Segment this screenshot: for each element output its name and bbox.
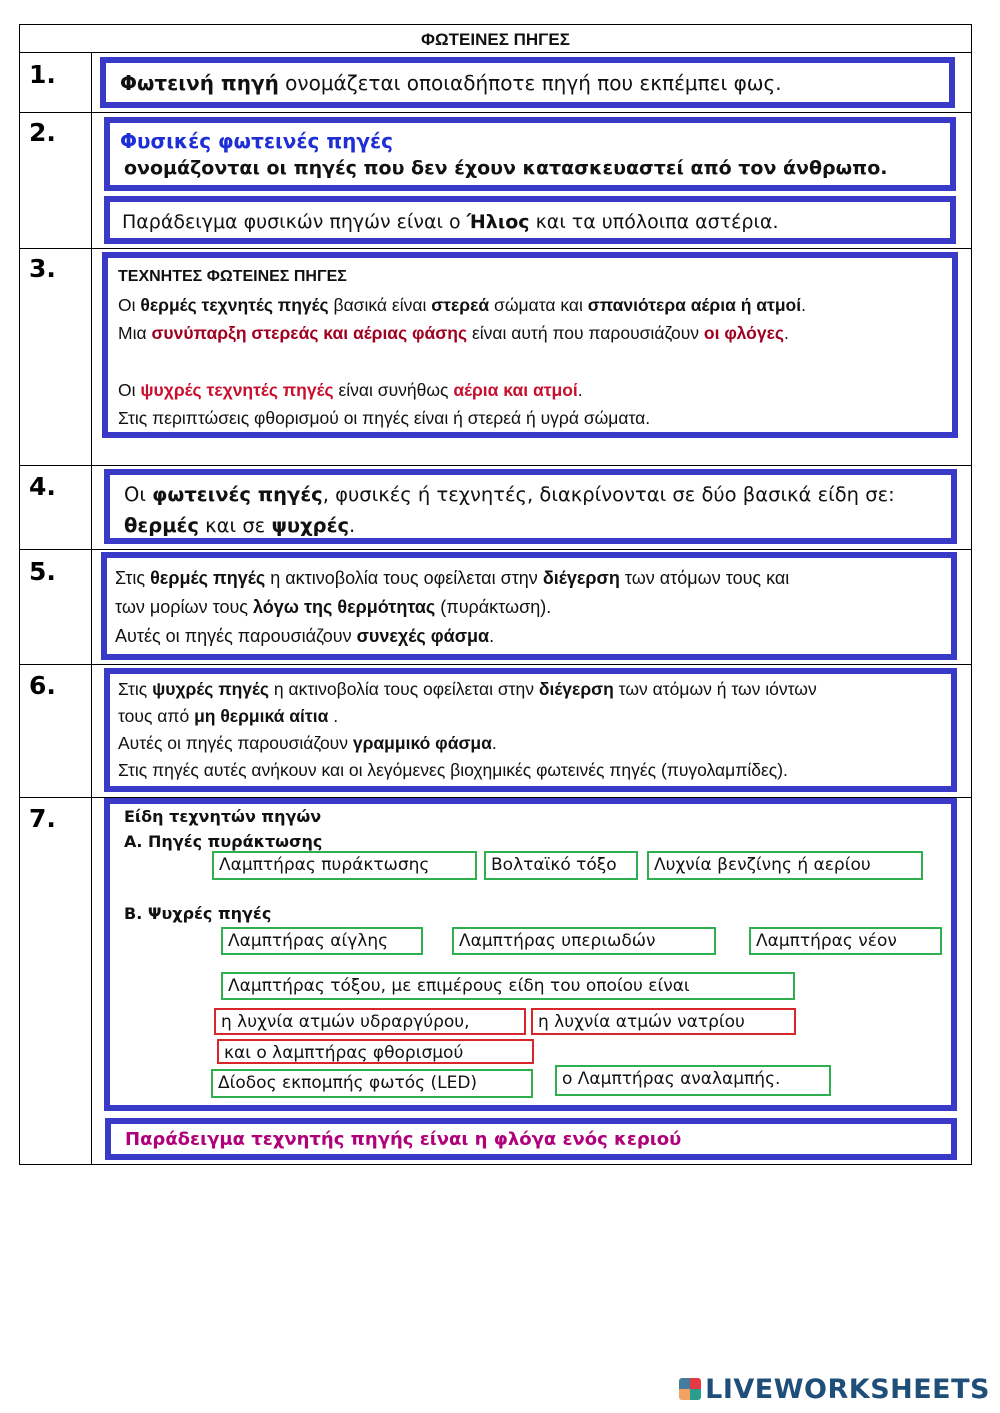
example-text: και τα υπόλοιπα αστέρια. — [529, 211, 779, 233]
row-number: 5. — [29, 557, 56, 586]
text-line: Οι ψυχρές τεχνητές πηγές είναι συνήθως αέρια και ατμοί. — [118, 380, 583, 400]
source-item: και ο λαμπτήρας φθορισμού — [217, 1039, 534, 1064]
natural-example-box — [104, 196, 956, 244]
table-border-right — [971, 24, 972, 1165]
sun-term: Ήλιος — [466, 211, 530, 233]
artificial-sources-box — [102, 252, 958, 438]
brand-name: LIVEWORKSHEETS — [705, 1374, 990, 1405]
text-line: Μια συνύπαρξη στερεάς και αέριας φάσης είναι αυτή που παρουσιάζουν οι φλόγες. — [118, 323, 789, 343]
table-row-divider — [19, 549, 972, 550]
logo-icon — [679, 1378, 701, 1400]
table-row-divider — [19, 112, 972, 113]
natural-sources-box — [104, 117, 956, 191]
table-border-bottom — [19, 1164, 972, 1165]
example-text: Παράδειγμα τεχνητής πηγής είναι η φλόγα ενός κεριού — [125, 1129, 682, 1150]
table-border-left — [19, 24, 20, 1165]
source-item: Λαμπτήρας υπεριωδών — [452, 927, 716, 955]
table-row-divider — [19, 248, 972, 249]
row-number: 6. — [29, 671, 56, 700]
source-item: ο Λαμπτήρας αναλαμπής. — [555, 1065, 831, 1096]
row-number: 4. — [29, 472, 56, 501]
cold-term: ψυχρές — [271, 514, 350, 537]
cold-sources-box: Στις ψυχρές πηγές η ακτινοβολία τους οφείλεται στην διέγερση των ατόμων ή των ιόντων τους από μη θερμικά αίτια . Αυτές οι πηγές παρουσιάζουν γραμμικό φάσμα. Στις πηγές αυτές ανήκουν και οι λεγόμενες βιοχημικές φωτεινές πηγές (πυγολαμπίδες). — [104, 668, 957, 792]
types-heading: Είδη τεχνητών πηγών — [124, 807, 322, 826]
brand-logo — [679, 1374, 990, 1405]
row-number: 7. — [29, 804, 56, 833]
source-item: Λαμπτήρας πυράκτωσης — [212, 851, 477, 880]
source-item: Βολταϊκό τόξο — [484, 851, 638, 880]
source-item: Λαμπτήρας αίγλης — [221, 927, 423, 955]
hot-term: θερμές — [124, 514, 199, 537]
row-number: 1. — [29, 60, 56, 89]
hot-sources-box: Στις θερμές πηγές η ακτινοβολία τους οφείλεται στην διέγερση των ατόμων τους και των μορίων τους λόγω της θερμότητας (πυράκτωση). Αυτές οι πηγές παρουσιάζουν συνεχές φάσμα. — [101, 552, 957, 660]
natural-sources-definition: ονομάζονται οι πηγές που δεν έχουν κατασκευαστεί από τον άνθρωπο. — [124, 157, 888, 179]
natural-sources-heading: Φυσικές φωτεινές πηγές — [120, 129, 393, 153]
source-item: η λυχνία ατμών νατρίου — [531, 1008, 796, 1035]
definition-text: ονομάζεται οποιαδήποτε πηγή που εκπέμπει φως. — [278, 71, 782, 95]
light-sources-term: φωτεινές πηγές — [152, 483, 323, 506]
table-row-divider — [19, 52, 972, 53]
source-item: η λυχνία ατμών υδραργύρου, — [214, 1008, 526, 1035]
source-item: Λυχνία βενζίνης ή αερίου — [647, 851, 923, 880]
page-title: ΦΩΤΕΙΝΕΣ ΠΗΓΕΣ — [421, 30, 570, 49]
text-line: Οι θερμές τεχνητές πηγές βασικά είναι στερεά σώματα και σπανιότερα αέρια ή ατμοί. — [118, 295, 806, 315]
source-item: Λαμπτήρας τόξου, με επιμέρους είδη του οποίου είναι — [221, 972, 795, 1000]
cold-sources-heading: Β. Ψυχρές πηγές — [124, 904, 272, 923]
light-source-term: Φωτεινή πηγή — [120, 71, 279, 95]
text-line: Στις περιπτώσεις φθορισμού οι πηγές είναι ή στερεά ή υγρά σώματα. — [118, 408, 651, 428]
example-text: Παράδειγμα φυσικών πηγών είναι ο — [122, 211, 467, 233]
definition-box — [100, 57, 955, 108]
types-box: Οι φωτεινές πηγές, φυσικές ή τεχνητές, διακρίνονται σε δύο βασικά είδη σε: θερμές και σε ψυχρές. — [104, 469, 957, 544]
table-row-divider — [19, 664, 972, 665]
artificial-heading: ΤΕΧΝΗΤΕΣ ΦΩΤΕΙΝΕΣ ΠΗΓΕΣ — [118, 268, 347, 285]
row-number: 3. — [29, 254, 56, 283]
table-column-divider — [91, 52, 92, 1165]
artificial-example-box — [105, 1118, 957, 1160]
table-border-top — [19, 24, 972, 25]
row-number: 2. — [29, 118, 56, 147]
table-row-divider — [19, 465, 972, 466]
source-item: Δίοδος εκπομπής φωτός (LED) — [211, 1069, 533, 1098]
source-item: Λαμπτήρας νέον — [749, 927, 942, 955]
incandescent-heading: Α. Πηγές πυράκτωσης — [124, 832, 323, 851]
